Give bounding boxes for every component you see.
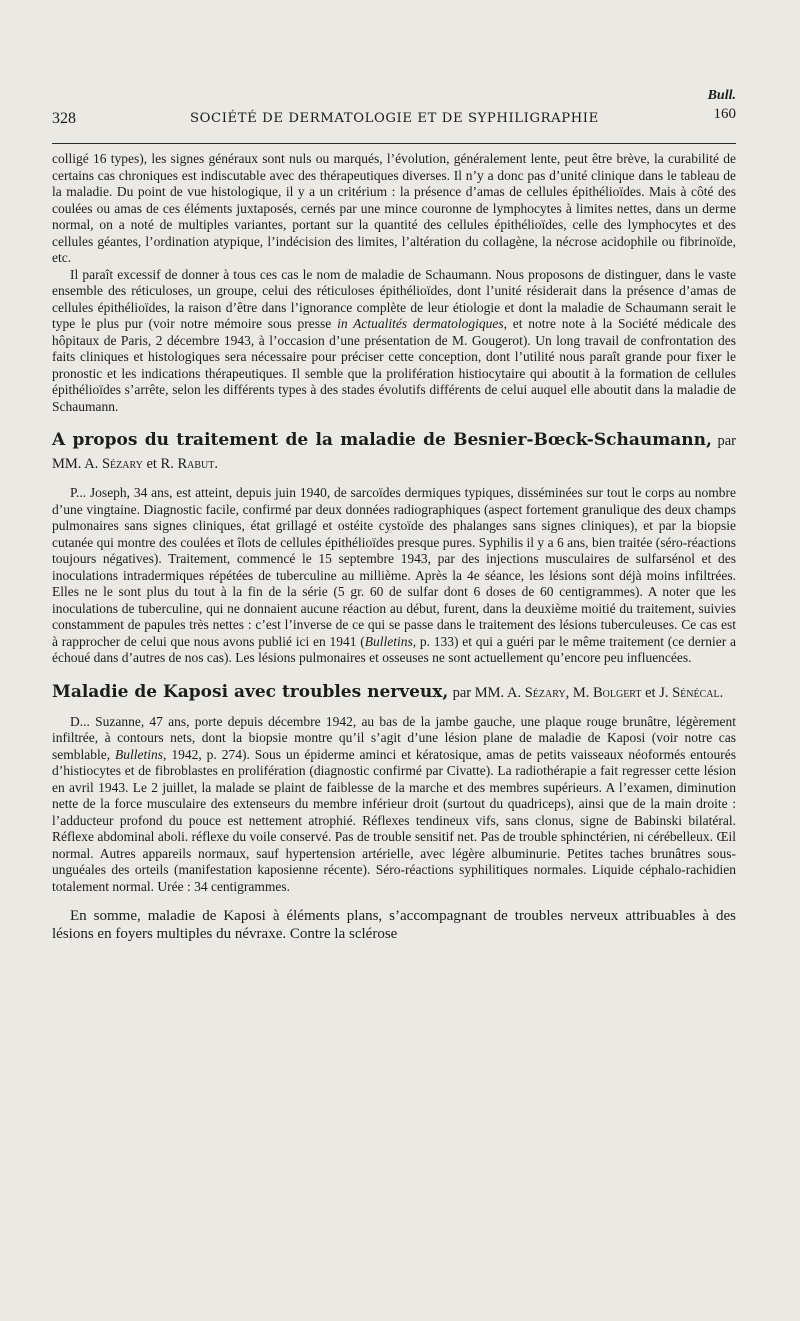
paragraph-proposal <box>52 267 736 416</box>
page-body <box>52 151 736 943</box>
page-number: 328 <box>52 110 76 127</box>
paragraph-summary: En somme, maladie de Kaposi à éléments plans, s’accompagnant de troubles nerveux attribuables à des lésions en foyers multiples du névraxe. Contre la sclérose <box>52 908 736 942</box>
italic-citation: Bulletins <box>115 746 164 762</box>
text-run: Il paraît excessif de donner à tous ces cas le nom de maladie de Schaumann. Nous proposons de distinguer, dans le vaste ensemble des réticuloses, un groupe, celui des réticuloses épithélioïdes, dont l’unité résiderait dans la présence d’amas de cellules épithélioïdes, la raison d’être dans l’ignorance complète de leur étiologie et dont la maladie de Schaumann serait le type le plus pur (voir notre mémoire sous presse <box>52 266 736 331</box>
author-name: Rabut <box>177 456 215 472</box>
text-run: . <box>214 456 218 472</box>
paragraph-continuation: colligé 16 types), les signes généraux sont nuls ou marqués, l’évolution, généralement lente, peut être brève, la curabilité de certains cas chroniques est indiscutable avec des thérapeutiques diverses. Il n’y a donc pas d’unité clinique dans le tableau de la maladie. Du point de vue histologique, il y a un critérium : la présence d’amas de cellules épithélioïdes. Mais à côté des coulées ou amas de ces éléments juxtaposés, cernés par une mince couronne de lymphocytes à limites nettes, dans un derme normal, on a noté de multiples variantes, portant sur la quantité des cellules épithélioïdes, celle des lymphocytes et des cellules géantes, l’ordination atypique, l’indécision des limites, l’altération du collagène, la nécrose acidophile ou fibrinoïde, etc. <box>52 151 736 265</box>
paragraph-case-suzanne <box>52 714 736 896</box>
text-run: D... Suzanne, 47 ans, porte depuis décembre 1942, au bas de la jambe gauche, une plaque rouge brunâtre, légèrement infiltrée, à contours nets, dont la biopsie montre qu’il s’agit d’une lésion plane de maladie de Kaposi (voir notre cas semblable, <box>52 713 736 762</box>
text-run: , 1942, p. 274). Sous un épiderme aminci et kératosique, amas de petits vaisseaux néoformés entourés d’histiocytes et de fibroblastes en prolifération (diagnostic confirmé par Civatte). La radiothérapie a fait regresser cette lésion en avril 1943. Le 2 juillet, la malade se plaint de faiblesse de la marche et des membres supérieurs. A l’examen, diminution nette de la force musculaire des extenseurs du membre inférieur droit (surtout du quadriceps), ainsi que de la main droite : l’adducteur profond du pouce est nettement atrophié. Réflexes tendineux vifs, sans clonus, signe de Babinski bilatéral. Réflexe abdominal aboli. réflexe du voile conservé. Pas de trouble sensitif net. Pas de trouble sphinctérien, ni cérébelleux. Œil normal. Autres appareils normaux, sauf hypertension artérielle, avec légère albuminurie. Petites taches brunâtres sous-unguéales des orteils (manifestation kaposienne récente). Séro-réactions syphilitiques normales. Liquide céphalo-rachidien totalement normal. Urée : 34 centigrammes. <box>52 746 736 894</box>
text-run: . <box>719 684 724 701</box>
running-head: SOCIÉTÉ DE DERMATOLOGIE ET DE SYPHILIGRAPHIE <box>190 111 599 126</box>
author-name: Bolgert <box>592 684 642 701</box>
text-run: P... Joseph, 34 ans, est atteint, depuis juin 1940, de sarcoïdes dermiques typiques, disséminées sur tout le corps au nombre d’une vingtaine. Diagnostic facile, confirmé par deux données radiographiques (aspect fortement granulique des deux champs pulmonaires sans signes cliniques, état grillagé et ostéite cystoïde des phalanges sans signes cliniques), et par la biopsie cutanée qui montre des coulées et îlots de cellules épithélioïdes presque pures. Syphilis il y a 6 ans, bien traitée (séro-réactions toujours négatives). Traitement, commencé le 15 septembre 1943, par des injections musculaires de sulfarsénol et des inoculations intradermiques répétées de tuberculine au millième. Après la 4e séance, les lésions sont déjà moins infiltrées. Elles ne le sont plus du tout à la fin de la série (5 gr. 60 de sulfar dont 6 doses de 60 centigrammes). A noter que les inoculations de tuberculine, qui ne donnaient aucune réaction au début, furent, dans la deuxième moitié du traitement, suivies constamment de papules très nettes : c’est l’inverse de ce qui se passe dans le traitement des lésions tuberculeuses. Ce cas est à rapprocher de celui que nous avons publié ici en 1941 ( <box>52 485 736 649</box>
italic-citation: in Actualités dermatologiques <box>337 316 504 331</box>
section-title-text: A propos du traitement de la maladie de Besnier-Bœck-Schaumann, <box>52 430 712 450</box>
section-title-kaposi <box>52 681 736 704</box>
section-title-text: Maladie de Kaposi avec troubles nerveux, <box>52 681 449 702</box>
text-run: et R. <box>142 456 178 472</box>
text-run: par MM. A. <box>452 684 525 701</box>
author-name: Sézary <box>101 456 143 472</box>
bulletin-number: 160 <box>713 106 736 122</box>
author-name: Sénécal <box>672 684 720 701</box>
section-title-schaumann <box>52 429 736 475</box>
text-run: , p. 133) et qui a guéri par le même traitement (ce dernier a échoué dans d’autres de nos cas). Les lésions pulmonaires et osseuses ne sont actuellement qu’encore peu influencées. <box>52 633 736 665</box>
italic-citation: Bulletins <box>364 633 413 649</box>
text-run: , et notre note à la Société médicale des hôpitaux de Paris, 2 décembre 1943, à l’occasion d’une présentation de M. Gougerot). Un long travail de confrontation des faits cliniques et histologiques sera nécessaire pour préciser cette conception, dont l’utilité nous paraît grande pour fixer le pronostic et les indications thérapeutiques. Il semble que la prolifération histiocytaire qui aboutit à la formation de cellules épithélioïdes s’arrête, selon les différents types à des stades évolutifs différents de celui auquel elle aboutit dans la maladie de Schaumann. <box>52 316 736 414</box>
text-run: , M. <box>565 684 593 701</box>
bulletin-abbrev: Bull. <box>707 88 736 103</box>
author-name: Sézary <box>524 684 566 701</box>
text-run: par MM. A. <box>52 433 736 472</box>
text-run: et J. <box>641 684 673 701</box>
section-authors <box>453 685 724 701</box>
paragraph-case-joseph <box>52 485 736 667</box>
header-rule <box>52 143 736 144</box>
